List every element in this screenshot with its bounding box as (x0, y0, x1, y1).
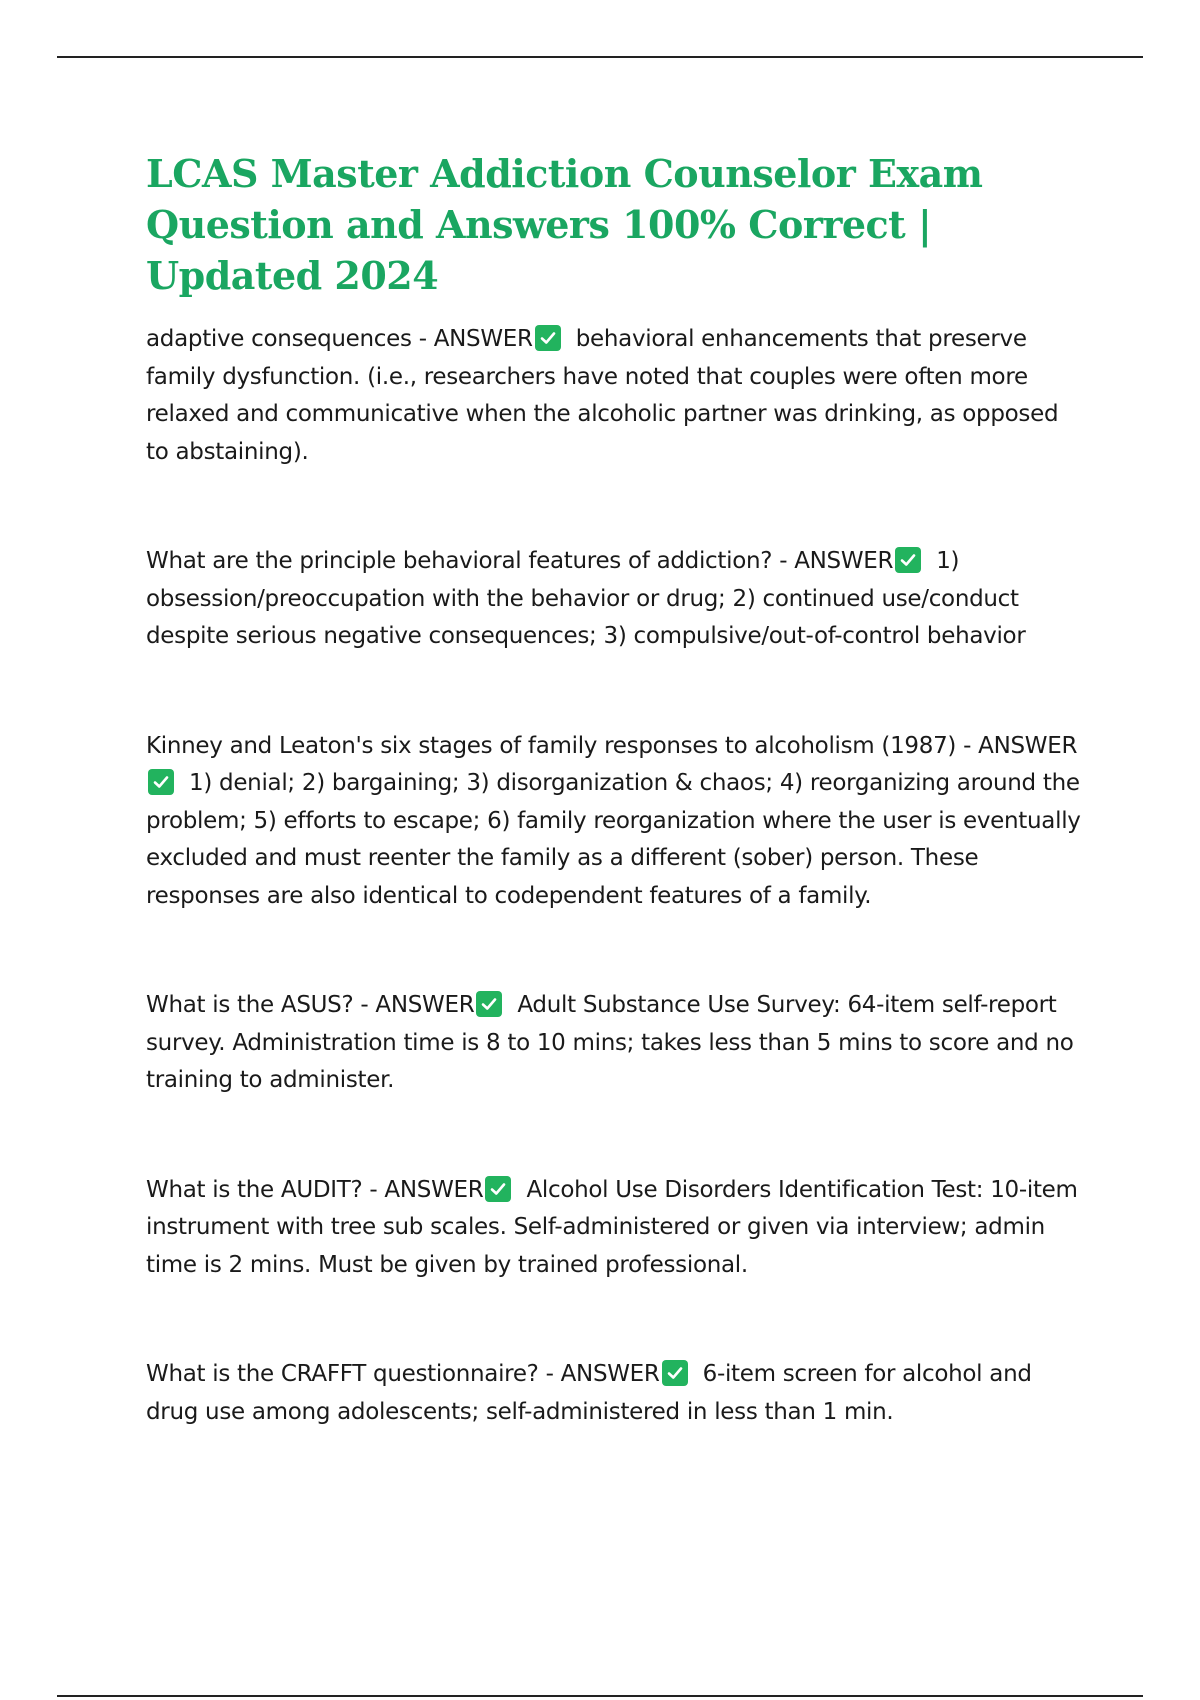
answer-text: 1) denial; 2) bargaining; 3) disorganization & chaos; 4) reorganizing around the problem; 5) efforts to escape; 6) family reorganization where the user is eventually excluded and must reenter the family as a different (sober) person. These responses are also identical to codependent features of a family. (146, 770, 1081, 909)
answer-marker: - ANSWER (963, 732, 1078, 759)
check-box-icon (485, 1176, 511, 1202)
document-body (146, 148, 1086, 1503)
answer-marker: - ANSWER (779, 548, 894, 574)
qa-item (146, 321, 1086, 471)
qa-item (146, 1172, 1086, 1285)
check-box-icon (148, 769, 174, 795)
answer-marker: - ANSWER (545, 1361, 660, 1387)
check-box-icon (895, 547, 921, 573)
bottom-divider (57, 1695, 1143, 1697)
question-text: What is the CRAFFT questionnaire? (146, 1361, 539, 1387)
answer-text: behavioral enhancements that preserve family dysfunction. (i.e., researchers have noted that couples were often more relaxed and communicative when the alcoholic partner was drinking, as opposed to abstaining). (146, 326, 1059, 465)
answer-text: Adult Substance Use Survey: 64-item self-report survey. Administration time is 8 to 10 mins; takes less than 5 mins to score and no training to administer. (146, 992, 1074, 1093)
document-title: LCAS Master Addiction Counselor Exam Question and Answers 100% Correct | Updated 2024 (146, 151, 983, 298)
qa-item (146, 1356, 1086, 1431)
check-box-icon (535, 325, 561, 351)
check-box-icon (476, 991, 502, 1017)
qa-item (146, 543, 1086, 656)
question-text: adaptive consequences (146, 326, 412, 352)
top-divider (57, 56, 1143, 58)
question-text: What is the AUDIT? (146, 1176, 363, 1203)
check-box-icon (662, 1360, 688, 1386)
question-text: Kinney and Leaton's six stages of family responses to alcoholism (1987) (146, 732, 957, 759)
answer-text: 1) obsession/preoccupation with the behavior or drug; 2) continued use/conduct despite serious negative consequences; 3) compulsive/out-of-control behavior (146, 548, 1026, 649)
answer-marker: - ANSWER (360, 992, 475, 1018)
qa-item (146, 728, 1086, 916)
qa-item (146, 987, 1086, 1100)
answer-marker: - ANSWER (369, 1176, 484, 1203)
answer-marker: - ANSWER (418, 326, 533, 352)
question-text: What are the principle behavioral features of addiction? (146, 548, 773, 574)
answer-text: Alcohol Use Disorders Identification Test: 10-item instrument with tree sub scales. Self-administered or given via interview; admin time is 2 mins. Must be given by trained professional. (146, 1176, 1078, 1278)
question-text: What is the ASUS? (146, 992, 354, 1018)
answer-text: 6-item screen for alcohol and drug use among adolescents; self-administered in less than 1 min. (146, 1361, 1032, 1425)
